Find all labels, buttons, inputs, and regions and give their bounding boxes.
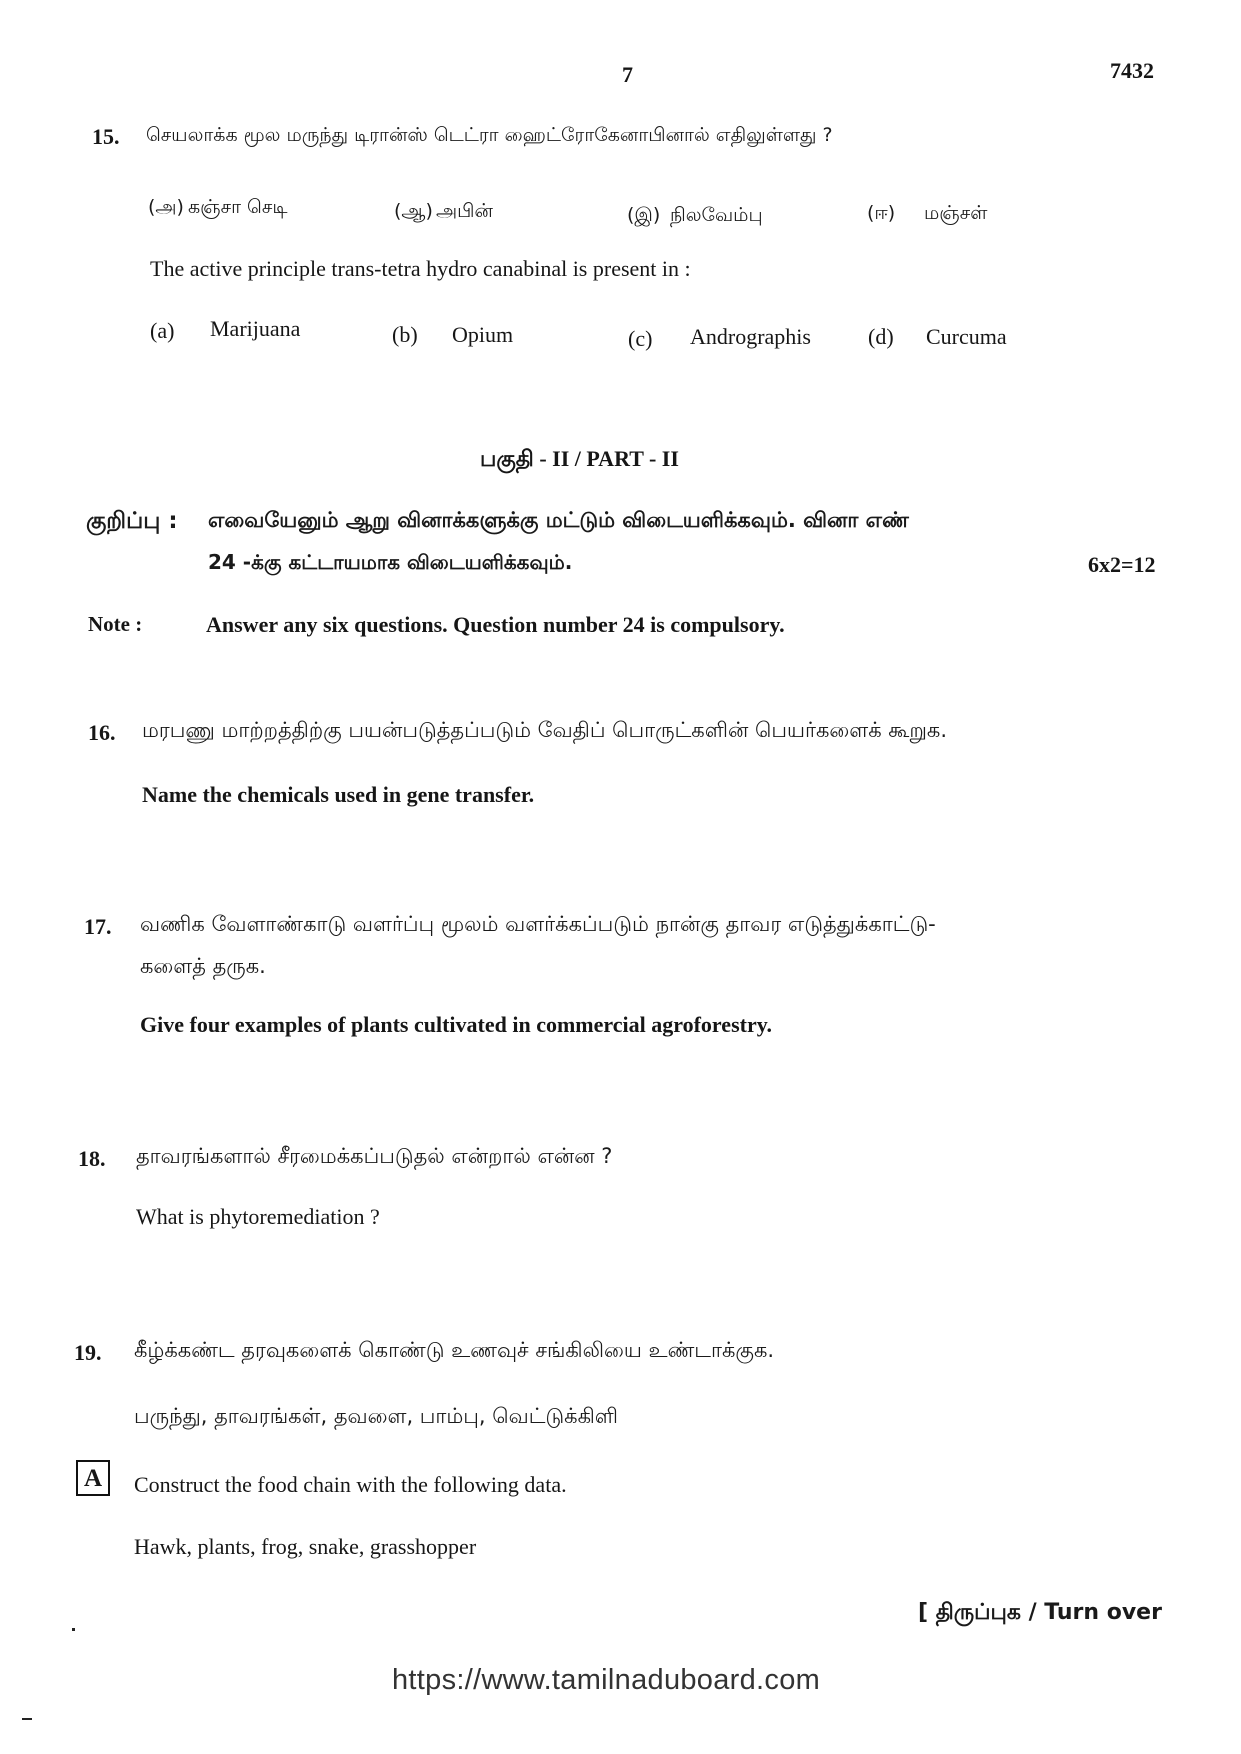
q15-tamil-question: செயலாக்க மூல மருந்து டிரான்ஸ் டெட்ரா ஹைட்ரோகேனாபினால் எதிலுள்ளது ? <box>146 124 833 146</box>
q15-english-option-d-text: Curcuma <box>926 324 1007 349</box>
page-number: 7 <box>622 62 633 87</box>
question-number-18: 18. <box>78 1146 106 1171</box>
q15-english-option-a-label: (a) <box>150 318 175 343</box>
marks-allocation: 6x2=12 <box>1088 552 1156 577</box>
question-number-16: 16. <box>88 720 116 745</box>
q18-tamil: தாவரங்களால் சீரமைக்கப்படுதல் என்றால் என்ன ? <box>136 1144 613 1168</box>
note-tamil-line2: 24 -க்கு கட்டாயமாக விடையளிக்கவும். <box>208 550 573 574</box>
q17-tamil-line1: வணிக வேளாண்காடு வளர்ப்பு மூலம் வளர்க்கப்படும் நான்கு தாவர எடுத்துக்காட்டு- <box>140 912 936 936</box>
q15-english-option-b-label: (b) <box>392 322 418 347</box>
paper-code: 7432 <box>1110 58 1154 83</box>
q15-tamil-option-d-label: (ஈ) <box>867 202 896 224</box>
q15-english-option-b-text: Opium <box>452 322 514 347</box>
q18-english: What is phytoremediation ? <box>136 1204 380 1229</box>
q17-tamil-line2: களைத் தருக. <box>140 954 266 978</box>
website-url[interactable]: https://www.tamilnaduboard.com <box>392 1664 821 1696</box>
q15-tamil-option-c-text: நிலவேம்பு <box>670 204 763 226</box>
q17-english: Give four examples of plants cultivated in commercial agroforestry. <box>140 1012 773 1037</box>
q15-tamil-option-a-label: (அ) <box>148 196 184 218</box>
scan-speck <box>22 1718 32 1720</box>
q15-english-question: The active principle trans-tetra hydro canabinal is present in : <box>150 256 691 281</box>
turn-over-label: [ திருப்புக / Turn over <box>918 1600 1162 1625</box>
note-tamil-line1: எவையேனும் ஆறு வினாக்களுக்கு மட்டும் விடையளிக்கவும். வினா எண் <box>208 508 909 532</box>
q15-english-option-a-text: Marijuana <box>210 316 301 341</box>
q15-english-option-d-label: (d) <box>868 324 894 349</box>
scan-speck <box>72 1628 75 1631</box>
part-title: பகுதி - II / PART - II <box>480 446 679 471</box>
q15-english-option-c-text: Andrographis <box>690 324 811 349</box>
q15-tamil-option-b-label: (ஆ) <box>394 200 433 222</box>
q16-tamil: மரபணு மாற்றத்திற்கு பயன்படுத்தப்படும் வேதிப் பொருட்களின் பெயர்களைக் கூறுக. <box>142 718 948 742</box>
question-number-15: 15. <box>92 124 120 149</box>
q16-english: Name the chemicals used in gene transfer. <box>142 782 535 807</box>
q15-tamil-option-c-label: (இ) <box>627 204 661 226</box>
q19-english-line2: Hawk, plants, frog, snake, grasshopper <box>134 1534 477 1559</box>
note-tamil-label: குறிப்பு : <box>86 508 178 534</box>
q15-tamil-option-d-text: மஞ்சள் <box>924 202 988 224</box>
q19-english-line1: Construct the food chain with the following data. <box>134 1472 567 1497</box>
q15-english-option-c-label: (c) <box>628 326 653 351</box>
q19-tamil-line2: பருந்து, தாவரங்கள், தவளை, பாம்பு, வெட்டுக்கிளி <box>134 1404 619 1428</box>
question-number-17: 17. <box>84 914 112 939</box>
note-english-label: Note : <box>88 612 143 636</box>
q19-tamil-line1: கீழ்க்கண்ட தரவுகளைக் கொண்டு உணவுச் சங்கிலியை உண்டாக்குக. <box>134 1338 775 1362</box>
booklet-letter-box: A <box>76 1460 110 1496</box>
q15-tamil-option-a-text: கஞ்சா செடி <box>188 196 288 218</box>
question-number-19: 19. <box>74 1340 102 1365</box>
note-english-text: Answer any six questions. Question number 24 is compulsory. <box>206 612 785 637</box>
q15-tamil-option-b-text: அபின் <box>436 200 493 222</box>
